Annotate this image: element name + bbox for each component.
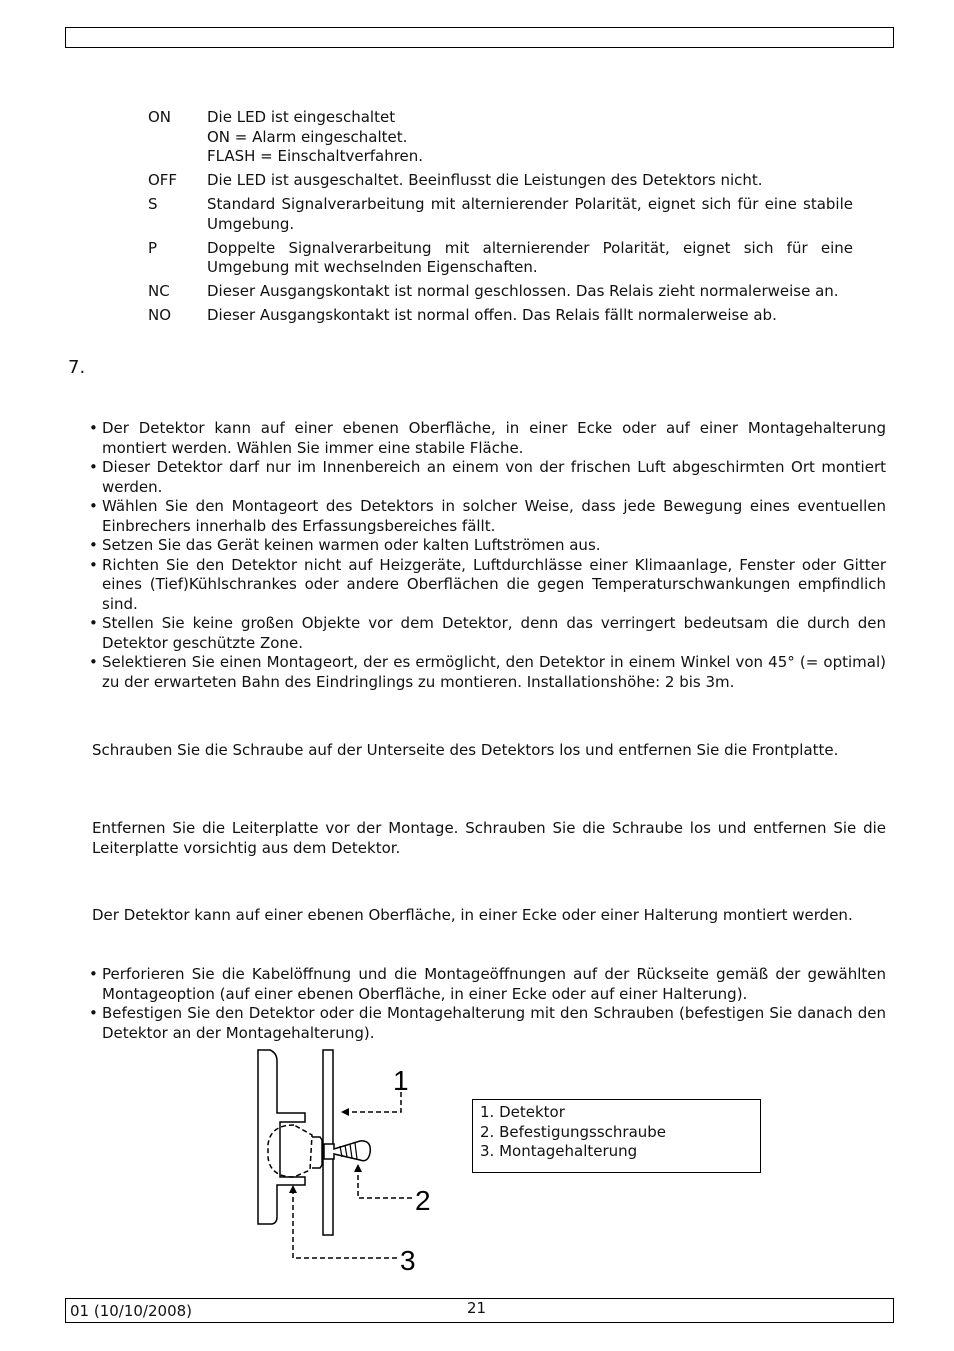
document-version: 01 (10/10/2008) xyxy=(70,1302,193,1320)
paragraph-front-plate: Schrauben Sie die Schraube auf der Unterseite des Detektors los und entfernen Sie die Frontplatte. xyxy=(92,741,839,759)
list-item: • Der Detektor kann auf einer ebenen Oberfläche, in einer Ecke oder auf einer Montagehalterung montiert werden. Wählen Sie immer eine stabile Fläche. xyxy=(88,419,886,458)
definition-code: OFF xyxy=(148,171,178,189)
definition-text xyxy=(207,108,853,167)
definition-code: S xyxy=(148,195,158,213)
definition-list xyxy=(148,108,853,330)
definition-code: NO xyxy=(148,306,172,324)
callout-line-3 xyxy=(293,1189,398,1258)
placement-bullet-list xyxy=(88,419,886,692)
callout-label-2: 2 xyxy=(415,1185,431,1216)
definition-code: ON xyxy=(148,108,172,126)
definition-text: Dieser Ausgangskontakt ist normal geschlossen. Das Relais zieht normalerweise an. xyxy=(207,282,839,300)
screw xyxy=(324,1141,370,1161)
page-number: 21 xyxy=(467,1299,487,1317)
mounting-diagram xyxy=(250,1045,440,1275)
callout-line-2 xyxy=(358,1167,413,1198)
footer xyxy=(65,1298,894,1323)
list-item: • Stellen Sie keine großen Objekte vor dem Detektor, denn das verringert bedeutsam die durch den Detektor geschützte Zone. xyxy=(88,614,886,653)
list-item: • Perforieren Sie die Kabelöffnung und die Montageöffnungen auf der Rückseite gemäß der gewählten Montageoption (auf einer ebenen Oberfläche, in einer Ecke oder auf einer Halterung). xyxy=(88,965,886,1004)
section-number: 7. xyxy=(68,357,86,378)
definition-code: NC xyxy=(148,282,170,300)
diagram-legend xyxy=(472,1099,761,1173)
bracket-plate xyxy=(323,1050,333,1235)
list-item: • Selektieren Sie einen Montageort, der es ermöglicht, den Detektor in einem Winkel von 45° (= optimal) zu der erwarteten Bahn des Eindringlings zu montieren. Installationshöhe: 2 bis 3m. xyxy=(88,653,886,692)
callout-label-1: 1 xyxy=(393,1065,409,1096)
callout-arrow-3 xyxy=(289,1185,297,1193)
definition-row xyxy=(148,171,853,191)
paragraph-mounting-options: Der Detektor kann auf einer ebenen Oberfläche, in einer Ecke oder einer Halterung montiert werden. xyxy=(92,906,853,924)
definition-row xyxy=(148,239,853,278)
definition-row xyxy=(148,306,853,326)
definition-text: Standard Signalverarbeitung mit alternierender Polarität, eignet sich für eine stabile Umgebung. xyxy=(207,195,853,233)
definition-row xyxy=(148,282,853,302)
mount-dashed-outline xyxy=(268,1125,312,1177)
list-item: • Wählen Sie den Montageort des Detektors in solcher Weise, dass jede Bewegung eines eventuellen Einbrechers innerhalb des Erfassungsbereiches fällt. xyxy=(88,497,886,536)
detector-housing xyxy=(258,1050,305,1224)
header-box xyxy=(65,27,894,48)
callout-label-3: 3 xyxy=(400,1245,416,1275)
definition-text: Dieser Ausgangskontakt ist normal offen. Das Relais fällt normalerweise ab. xyxy=(207,306,777,324)
paragraph-circuit-board: Entfernen Sie die Leiterplatte vor der Montage. Schrauben Sie die Schraube los und entfernen Sie die Leiterplatte vorsichtig aus dem Detektor. xyxy=(92,819,886,857)
mounting-bullet-list xyxy=(88,965,886,1043)
list-item: • Befestigen Sie den Detektor oder die Montagehalterung mit den Schrauben (befestigen Sie danach den Detektor an der Montagehalterung). xyxy=(88,1004,886,1043)
definition-row xyxy=(148,195,853,234)
list-item: • Setzen Sie das Gerät keinen warmen oder kalten Luftströmen aus. xyxy=(88,536,886,556)
legend-item: 2. Befestigungsschraube xyxy=(480,1122,667,1141)
callout-arrow-1 xyxy=(341,1108,349,1116)
definition-text: Doppelte Signalverarbeitung mit alternierender Polarität, eignet sich für eine Umgebung mit wechselnden Eigenschaften. xyxy=(207,238,853,276)
callout-arrow-2 xyxy=(354,1164,362,1172)
definition-code: P xyxy=(148,238,158,257)
list-item: • Dieser Detektor darf nur im Innenbereich an einem von der frischen Luft abgeschirmten Ort montiert werden. xyxy=(88,458,886,497)
definition-row xyxy=(148,108,853,167)
screw-head xyxy=(312,1137,322,1168)
list-item: • Richten Sie den Detektor nicht auf Heizgeräte, Luftdurchlässe einer Klimaanlage, Fenster oder Gitter eines (Tief)Kühlschrankes oder andere Oberflächen die gegen Temperaturschwankungen empfindlich sind. xyxy=(88,556,886,615)
legend-item: 3. Montagehalterung xyxy=(480,1142,638,1160)
definition-text: Die LED ist ausgeschaltet. Beeinflusst die Leistungen des Detektors nicht. xyxy=(207,171,763,189)
legend-item: 1. Detektor xyxy=(480,1103,565,1121)
definition-line: ON = Alarm eingeschaltet. xyxy=(207,127,408,146)
definition-line: Die LED ist eingeschaltet xyxy=(207,108,396,126)
definition-line: FLASH = Einschaltverfahren. xyxy=(207,147,424,165)
